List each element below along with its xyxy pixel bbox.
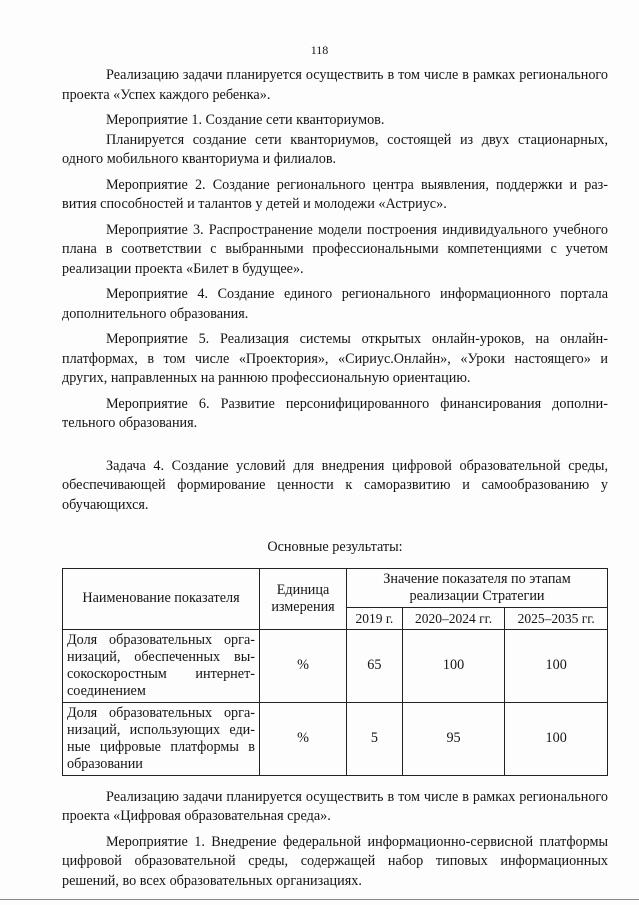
paragraph-event-1: Мероприятие 1. Создание сети кванториумов. bbox=[106, 112, 385, 128]
paragraph-event-6: Мероприятие 6. Развитие персонифицированного финансирования дополнительного образования. bbox=[62, 395, 608, 431]
paragraph-project: Реализацию задачи планируется осуществить в том числе в рамках регионального проекта «Успех каждого ребенка». bbox=[62, 67, 608, 103]
table-row bbox=[63, 629, 608, 702]
results-caption: Основные результаты: bbox=[267, 539, 403, 555]
header-unit: Единица измерения bbox=[260, 568, 347, 629]
page-bottom-edge bbox=[0, 899, 639, 900]
paragraph-event-3: Мероприятие 3. Распространение модели построения индивидуального учебного плана в соответствии с выбранными профессиональными компетенциями с учетом реализации проекта «Билет в будущее». bbox=[62, 221, 608, 277]
row-value-2020-2024: 95 bbox=[402, 702, 505, 775]
paragraph-event-5: Мероприятие 5. Реализация системы открытых онлайн-уроков, на онлайн-платформах, в том числе «Проектория», «Сириус.Онлайн», «Уроки настоящего» и других, направленных на раннюю профессиональную ориентацию. bbox=[62, 331, 608, 386]
header-values: Значение показателя по этапам реализации Стратегии bbox=[347, 568, 608, 607]
header-year-2025-2035: 2025–2035 гг. bbox=[505, 607, 608, 629]
row-value-2025-2035: 100 bbox=[505, 702, 608, 775]
row-unit: % bbox=[260, 629, 347, 702]
row-value-2020-2024: 100 bbox=[402, 629, 505, 702]
row-value-2019: 5 bbox=[347, 702, 403, 775]
table-header-row bbox=[63, 568, 608, 607]
paragraph-event-1-detail: Планируется создание сети кванториумов, состоящей из двух стационарных, одного мобильного кванториума и филиалов. bbox=[62, 131, 608, 167]
row-indicator-name: Доля образовательных организаций, использующих единые цифровые платформы в образовании bbox=[63, 702, 260, 775]
row-indicator-name: Доля образовательных организаций, обеспеченных высокоскоростным интернет-соединением bbox=[63, 629, 260, 702]
table-row bbox=[63, 702, 608, 775]
paragraph-event-4: Мероприятие 4. Создание единого регионального информационного портала дополнительного образования. bbox=[62, 286, 608, 322]
row-value-2019: 65 bbox=[347, 629, 403, 702]
paragraph-event-2: Мероприятие 2. Создание регионального центра выявления, поддержки и развития способностей и талантов у детей и молодежи «Астриус». bbox=[62, 176, 608, 212]
row-value-2025-2035: 100 bbox=[505, 629, 608, 702]
paragraph-digital-event-1: Мероприятие 1. Внедрение федеральной информационно-сервисной платформы цифровой образовательной среды, содержащей набор типовых информационных решений, во всех образовательных организациях. bbox=[62, 833, 608, 889]
results-table bbox=[62, 568, 608, 776]
document-body bbox=[62, 66, 608, 891]
header-indicator-name: Наименование показателя bbox=[63, 568, 260, 629]
page-number: 118 bbox=[310, 43, 329, 57]
header-year-2019: 2019 г. bbox=[347, 607, 403, 629]
row-unit: % bbox=[260, 702, 347, 775]
task-4-heading: Задача 4. Создание условий для внедрения цифровой образовательной среды, обеспечивающей формирование ценности к саморазвитию и самообразованию у обучающихся. bbox=[62, 457, 608, 513]
paragraph-digital-project: Реализацию задачи планируется осуществить в том числе в рамках регионального проекта «Цифровая образовательная среда». bbox=[62, 788, 608, 824]
header-year-2020-2024: 2020–2024 гг. bbox=[402, 607, 505, 629]
